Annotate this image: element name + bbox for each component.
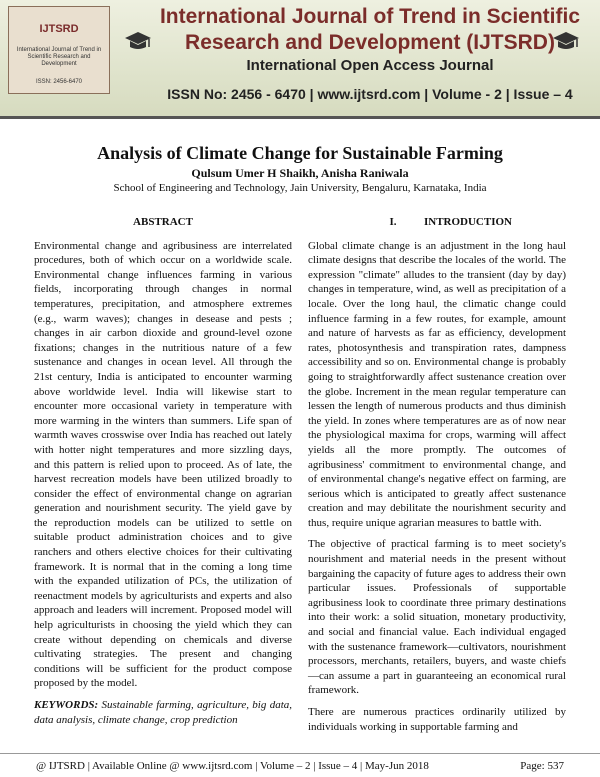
right-column [308, 215, 566, 741]
abstract-heading: ABSTRACT [133, 216, 193, 228]
intro-paragraph: The objective of practical farming is to meet society's nourishment and material needs in the present without bargaining the capacity of future ages to address their own particular issues. Professionals of supportable agribusiness look to coordinate three primary destinations into their work: a solid situation, monetary productivity, and social and financial value. Each individual engaged with the sustenance framework—cultivators, nourishment processors, merchants, retailers, buyers, and waste chiefs—can assume a part in guaranteeing an economical rural framework. [308, 538, 566, 697]
journal-logo [8, 6, 110, 94]
intro-paragraph: Global climate change is an adjustment in the long haul climate designs that describe the locales of the world. The expression "climate" alludes to the transient (day by day) changes in temperature, wind, as well as precipitation of a locale. Over the long haul, the climatic change could influence farming in a few routes, for example, amount and nature of harvests as far as efficiency, development rates, photosynthesis and transpiration rates, dampness accessibility and so on. Environmental change is probably going to straightforwardly affect sustenance creation over the globe. Increment in the mean regular temperature can lessen the length of numerous products and thus diminish the yield. In zones where temperatures are as of now near the physiological maxima for crops, warming will affect yields all the more promptly. The outcomes of agribusiness' commitment to environmental change, and of environmental change's negative effect on farming, are serious which is anticipated to greatly affect sustenance creation and may debilitate the nourishment security and thus, require unique agrarian measures to battle with. [308, 239, 566, 529]
section-number: I. [389, 216, 397, 228]
keywords-label: KEYWORDS: [34, 699, 99, 711]
logo-brand: IJTSRD [39, 23, 79, 35]
page-number: Page: 537 [520, 760, 564, 772]
paper-authors: Qulsum Umer H Shaikh, Anisha Raniwala [191, 166, 409, 180]
graduation-cap-icon [124, 30, 152, 52]
paper-affiliation: School of Engineering and Technology, Jain University, Bengaluru, Karnataka, India [113, 182, 487, 194]
journal-banner [0, 0, 600, 120]
section-title: INTRODUCTION [423, 216, 512, 228]
journal-title-line1: International Journal of Trend in Scientific [159, 5, 581, 28]
paper-title: Analysis of Climate Change for Sustainable Farming [97, 143, 503, 163]
keywords-text: Sustainable farming, agriculture, big data, data analysis, climate change, crop prediction [34, 699, 292, 726]
keywords [34, 698, 292, 727]
page-footer [0, 753, 600, 777]
logo-issn: ISSN: 2456-6470 [35, 79, 83, 85]
footer-citation: @ IJTSRD | Available Online @ www.ijtsrd.com | Volume – 2 | Issue – 4 | May-Jun 2018 [36, 760, 429, 772]
journal-title-line2: Research and Development (IJTSRD) [185, 31, 555, 54]
left-column [34, 215, 292, 734]
journal-subtitle: International Open Access Journal [246, 57, 494, 74]
banner-divider [0, 116, 600, 119]
abstract-body: Environmental change and agribusiness are interrelated procedures, both of which occur on a worldwide scale. Environmental change influences farming in various fields, incorporating through changes in normal temperatures, precipitation, and atmosphere extremes (e.g., warm waves); changes in desease and pests ; changes in air carbon dioxide and ground-level ozone fixations; changes in the nutritious nature of a few sustenance and changes in ocean level. All through the 21st century, India is anticipated to encounter warming above worldwide level. India will likewise start to encounter more occasional variety in temperature with more warming in the winters than summers. Life span of warmth waves crosswise over India has reached out lately with hotter night temperatures and more sizzling days, and this pattern is relied upon to proceed. As of late, the harvest recreation models have been utilized broadly to consider the effect of environmental change on agrarian generation and nourishment security. The yield gave by the reproduction models can be utilized to settle on suitable product administration choices and to give ranchers and others elective choices for their cultivating framework. It is normal that in the coming a long time with the expanded utilization of PCs, the utilization of reenactment models by agriculturists and experts and also approach and leaders will increment. Proposed model will help agriculturists in choosing the yield which they can create without depending on chemicals and diverse cultivating strategies. The present and changing conditions will be sufficient for the product compose proposed by the model. [34, 239, 292, 690]
logo-subtitle: International Journal of Trend in Scientific Research and Development [16, 47, 102, 67]
intro-paragraph: There are numerous practices ordinarily utilized by individuals working in supportable farming and [308, 706, 566, 733]
introduction-heading [308, 215, 566, 230]
issn-line: ISSN No: 2456 - 6470 | www.ijtsrd.com | Volume - 2 | Issue – 4 [167, 86, 573, 102]
